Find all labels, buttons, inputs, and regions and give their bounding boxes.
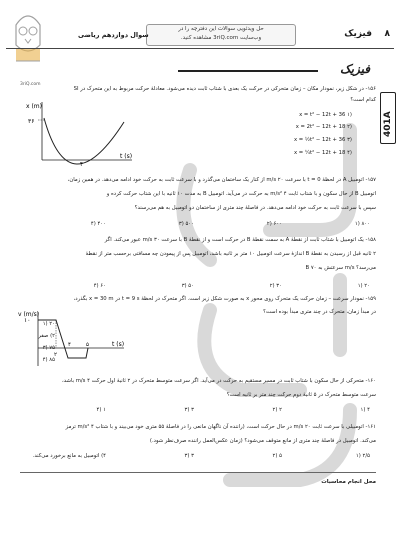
q161-option-4[interactable]: ۴) اتومبیل به مانع برخورد می‌کند.	[32, 453, 106, 459]
q156-y-axis-label: x (m)	[26, 103, 42, 110]
q160-option-3[interactable]: ۳) ۳	[184, 407, 194, 413]
q156-line-2: کدام است؟	[350, 97, 376, 103]
header-subject: فیزیک	[344, 29, 372, 39]
q156-option-3-num: ۳)	[347, 137, 352, 143]
q159-x-tick-3: ۵	[86, 342, 89, 348]
q156-option-1-num: ۱)	[347, 112, 352, 118]
q159-x-axis-label: t (s)	[112, 341, 125, 348]
q156-option-3-text: x = ½t² − 12t + 36	[293, 137, 346, 143]
footer-divider	[20, 472, 376, 473]
header-divider	[6, 48, 394, 49]
q159-line-1: ۱۵۹- نمودار سرعت – زمان حرکت یک متحرک روی محور x به صورت شکل زیر است. اگر متحرک در لحظهٔ t = 9 s در x = 30 m بگذرد،	[73, 296, 376, 302]
q156-option-4-text: x = ¼t² − 12t + 18	[293, 150, 346, 156]
q159-y-tick: ۱۰	[24, 317, 31, 324]
booklet-code	[380, 92, 396, 144]
q159-graph	[16, 308, 126, 370]
q158-option-1[interactable]: ۱) ۲۰	[357, 283, 370, 289]
notice-line-2: وب‌سایت 3riQ.com مشاهده کنید.	[180, 35, 262, 41]
q156-option-1[interactable]	[299, 112, 352, 118]
q159-y-axis-label: v (m/s)	[18, 311, 40, 318]
q156-y-tick: ۳۶	[28, 118, 35, 125]
q157-option-4[interactable]: ۴) ۴۰۰	[90, 221, 106, 227]
q160-option-1[interactable]: ۱) ۴	[360, 407, 370, 413]
q160-option-2[interactable]: ۲) ۲	[272, 407, 282, 413]
q161-option-2[interactable]: ۲) ۵	[272, 453, 282, 459]
q159-x-tick-2: ۴	[68, 342, 71, 348]
q159-option-2[interactable]: ۲) صفر	[38, 333, 55, 339]
q159-x-tick-1: ۲	[54, 352, 57, 358]
q156-x-axis-label: t (s)	[120, 153, 133, 160]
q156-option-2-num: ۲)	[347, 124, 352, 130]
q156-option-4[interactable]	[294, 150, 352, 156]
q156-x-tick: ۴	[80, 161, 84, 166]
q158-line-1: ۱۵۸- یک اتومبیل با شتاب ثابت از نقطهٔ A به سمت نقطهٔ B در حرکت است و از نقطهٔ B با سرعت ۳۰ m/s عبور می‌کند. اگر	[104, 237, 376, 243]
banner-bar	[178, 70, 318, 72]
q156-option-4-num: ۴)	[347, 150, 352, 156]
q156-graph	[24, 98, 134, 166]
q157-line-2: اتومبیل B از حال سکون و با شتاب ثابت ۴ m/s² به حرکت در می‌آید. اتومبیل B به مدت ۱۰ ثانیه با این شتاب حرکت کرده و	[106, 191, 376, 197]
q160-line-2: سرعت متوسط متحرک در ۵ ثانیهٔ دوم حرکت چند متر بر ثانیه است؟	[226, 392, 376, 398]
q156-option-3[interactable]	[294, 137, 352, 143]
subject-banner	[178, 62, 378, 78]
q159-option-3[interactable]: ۳) ۷۵	[42, 345, 55, 351]
q158-line-3: B سرعتش به ۷۰ m/s می‌رسد؟	[305, 265, 376, 271]
video-notice-box	[146, 24, 296, 46]
q160-line-1: ۱۶۰- متحرکی از حال سکون با شتاب ثابت در مسیر مستقیم به حرکت در می‌آید. اگر سرعت متوسط متحرک در ۲ ثانیهٔ اول حرکت ۴ m/s باشد،	[62, 378, 376, 384]
q161-line-1: ۱۶۱- اتومبیلی با سرعت ثابت ۲۰ m/s در حال حرکت است، (راننده آن ناگهان مانعی را در فاصلهٔ ۵۵ متری خود می‌بیند و با شتاب ۴ m/s² ترمز	[65, 424, 376, 430]
q157-line-1: ۱۵۷- اتومبیل A در لحظهٔ t = 0 با سرعت ۲۰ m/s از کنار یک ساختمان می‌گذرد و با سرعت ثابت به حرکت خود ادامه می‌دهد. در همین زمان،	[67, 177, 376, 183]
q156-line-1: ۱۵۶- در شکل زیر، نمودار مکان – زمان متحرکی در حرکت یک بعدی با شتاب ثابت دیده می‌شود. معادلهٔ حرکت مربوط به این متحرک در SI	[73, 86, 376, 92]
q158-option-4[interactable]: ۴) ۶۰	[93, 283, 106, 289]
q157-option-1[interactable]: ۱) ۸۰۰	[354, 221, 370, 227]
q156-option-2[interactable]	[296, 124, 352, 130]
q158-option-2[interactable]: ۲) ۳۰	[269, 283, 282, 289]
q157-option-2[interactable]: ۲) ۶۰۰	[266, 221, 282, 227]
notice-line-1: حل ویدئویی سوالات این دفترچه را در	[178, 26, 264, 32]
exam-title: سوال دوازدهم ریاضی	[78, 31, 149, 39]
page-header	[6, 28, 394, 46]
q159-line-2: در مبدأ زمان، متحرک در چند متری مبدأ بوده است؟	[263, 309, 376, 315]
booklet-code-text: 401A	[383, 111, 393, 137]
q161-option-3[interactable]: ۳) ۳	[184, 453, 194, 459]
q156-option-1-text: x = t² − 12t + 36	[299, 112, 346, 118]
q158-option-3[interactable]: ۳) ۵۰	[181, 283, 194, 289]
q160-option-4[interactable]: ۴) ۱	[96, 407, 106, 413]
q161-line-2: می‌کند. اتومبیل در فاصلهٔ چند متری از مانع متوقف می‌شود؟ (زمان عکس‌العمل راننده صرف‌نظر شود.)	[149, 438, 376, 444]
banner-title: فیزیک	[339, 62, 370, 76]
q159-option-1[interactable]: ۱) ۲۰	[42, 321, 55, 327]
q157-line-3: سپس با سرعت ثابت به حرکت خود ادامه می‌دهد. در فاصلهٔ چند متری از ساختمان دو اتومبیل به هم می‌رسند؟	[134, 205, 376, 211]
site-url[interactable]: 3riQ.com	[20, 82, 41, 87]
q159-option-4[interactable]: ۴) ۸۵	[42, 357, 55, 363]
calculation-area-label: محل انجام محاسبات	[321, 479, 376, 485]
q161-option-1[interactable]: ۱) ۲/۵	[355, 453, 370, 459]
q156-option-2-text: x = 2t² − 12t + 18	[295, 124, 346, 130]
q157-option-3[interactable]: ۳) ۵۰۰	[178, 221, 194, 227]
q158-line-2: ۲ ثانیه قبل از رسیدن به نقطهٔ B اندازهٔ سرعت اتومبیل ۱۰ متر بر ثانیه باشد، اتومبیل پس از پیمودن چه مسافتی برحسب متر از نقطهٔ	[85, 251, 376, 257]
page-number: ۸	[384, 29, 390, 39]
